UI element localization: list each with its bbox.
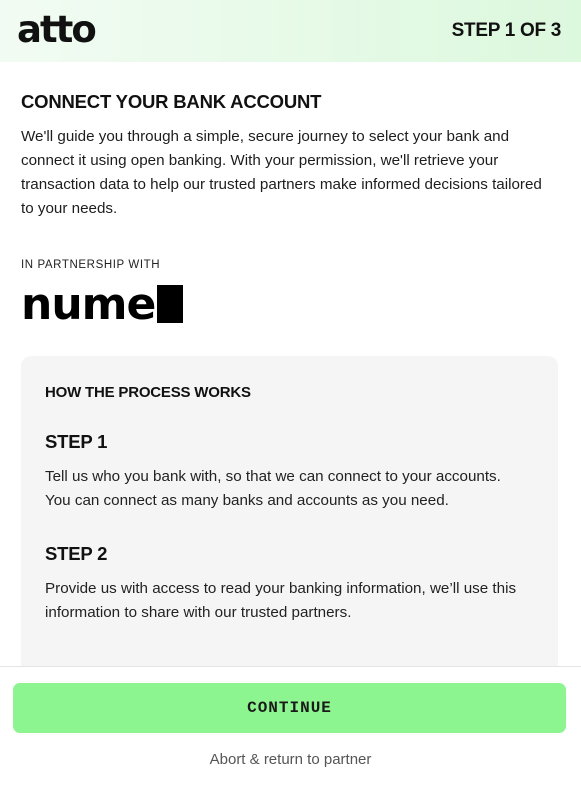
partner-label: IN PARTNERSHIP WITH xyxy=(21,259,161,271)
process-title: HOW THE PROCESS WORKS xyxy=(45,384,251,401)
footer-bar xyxy=(0,666,581,791)
app-header xyxy=(0,0,581,62)
partner-logo-block-icon xyxy=(157,285,183,323)
abort-link[interactable]: Abort & return to partner xyxy=(209,751,372,768)
page-title: CONNECT YOUR BANK ACCOUNT xyxy=(21,91,322,112)
process-card xyxy=(21,356,558,696)
step-1-heading: STEP 1 xyxy=(45,431,108,452)
step-1-text: Tell us who you bank with, so that we can connect to your accounts. You can connect as many banks and accounts as you need. xyxy=(45,468,501,509)
partner-logo-text: nume xyxy=(21,279,156,330)
step-2-heading: STEP 2 xyxy=(45,543,108,564)
step-2-text: Provide us with access to read your banking information, we’ll use this information to share with our trusted partners. xyxy=(45,580,517,621)
main-content xyxy=(21,62,561,330)
step-indicator: STEP 1 OF 3 xyxy=(451,20,561,41)
intro-text: We'll guide you through a simple, secure journey to select your bank and connect it using open banking. With your permission, we'll retrieve your transaction data to help our trusted partners make informed decisions tailored to your needs. xyxy=(21,128,542,217)
atto-logo: atto xyxy=(17,7,95,51)
continue-button[interactable]: CONTINUE xyxy=(13,683,566,733)
partner-logo xyxy=(21,279,561,330)
